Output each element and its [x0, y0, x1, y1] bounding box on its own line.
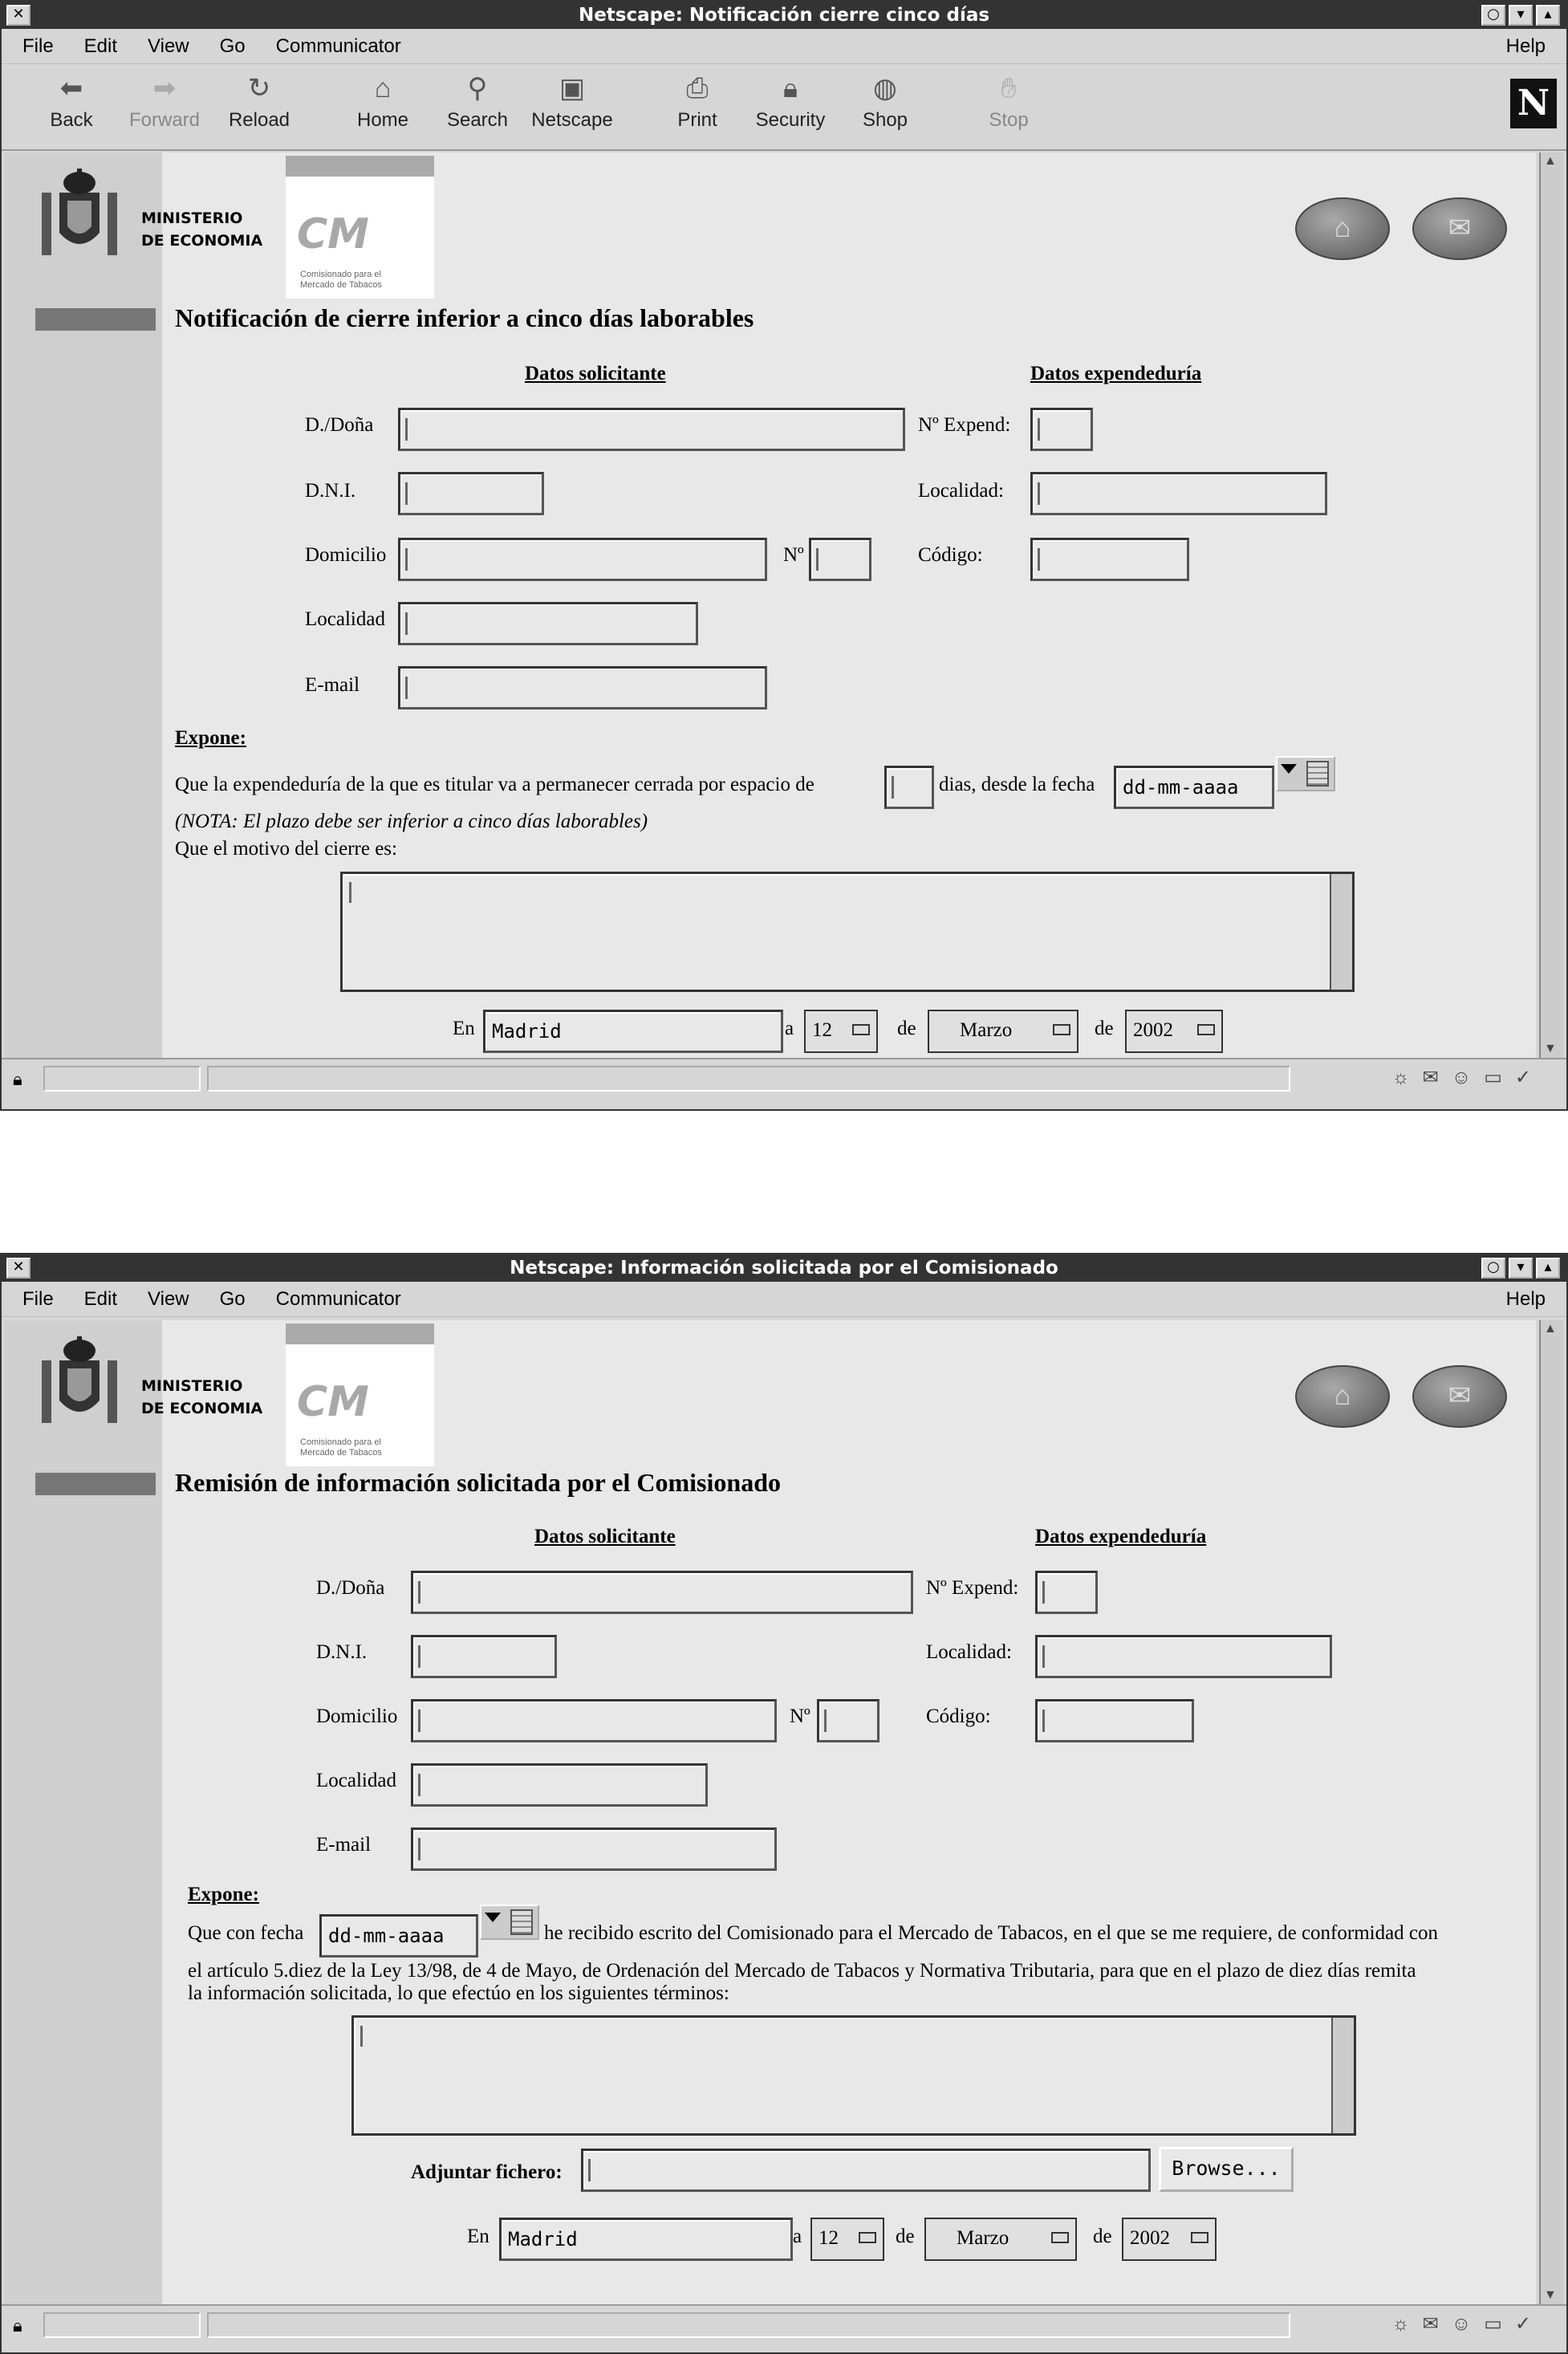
- forward-label: Forward: [128, 109, 201, 131]
- reload-label: Reload: [228, 109, 290, 131]
- option-menu-icon: [1197, 1024, 1215, 1035]
- left-stripe: [5, 1320, 162, 2304]
- calendar-picker-button[interactable]: [480, 1905, 539, 1940]
- search-label: Search: [446, 109, 509, 131]
- expone-heading: Expone:: [175, 727, 246, 749]
- print-label: Print: [677, 109, 717, 131]
- dona-input[interactable]: [398, 408, 905, 451]
- reload-icon: ↻: [247, 73, 271, 104]
- dni-label: D.N.I.: [305, 480, 356, 502]
- dropdown-arrow-icon: [485, 1913, 501, 1922]
- numero-label: Nº: [790, 1706, 810, 1727]
- menu-file[interactable]: File: [22, 1287, 54, 1310]
- close-icon[interactable]: ✕: [6, 1258, 30, 1279]
- stop-button[interactable]: [965, 72, 1053, 132]
- dni-label: D.N.I.: [316, 1641, 368, 1663]
- vertical-scrollbar[interactable]: [1539, 1320, 1563, 2304]
- forward-button[interactable]: [120, 72, 209, 132]
- status-message-field: [207, 2312, 1290, 2338]
- back-button[interactable]: [27, 72, 116, 132]
- n-expend-input[interactable]: [1035, 1571, 1098, 1614]
- security-lock-icon[interactable]: 🔒︎: [13, 1069, 22, 1089]
- year-value: 2002: [1133, 1019, 1173, 1041]
- home-oval-button[interactable]: [1295, 197, 1390, 260]
- cm-subtitle-line-2: Mercado de Tabacos: [300, 280, 382, 290]
- cm-logo-subtitle: [300, 270, 382, 291]
- status-message-field: [207, 1066, 1290, 1092]
- option-menu-icon: [859, 2232, 876, 2243]
- expone-heading: Expone:: [188, 1884, 259, 1905]
- textarea-scrollbar[interactable]: [1330, 874, 1352, 990]
- print-button[interactable]: [653, 72, 741, 132]
- menu-help[interactable]: Help: [1505, 35, 1546, 57]
- home-icon: ⌂: [1334, 1380, 1351, 1411]
- month-select[interactable]: [924, 2218, 1077, 2261]
- menu-edit[interactable]: Edit: [83, 35, 118, 57]
- mail-oval-button[interactable]: [1412, 197, 1507, 260]
- localidad-exp-label: Localidad:: [926, 1641, 1012, 1663]
- minimize-icon[interactable]: ○: [1481, 5, 1505, 26]
- localidad-exp-input[interactable]: [1030, 472, 1327, 515]
- year-select[interactable]: [1122, 2218, 1217, 2261]
- search-button[interactable]: [433, 72, 522, 132]
- ministry-line-2: DE ECONOMIA: [141, 232, 263, 250]
- ministry-line-1: MINISTERIO: [141, 209, 243, 227]
- fecha-input[interactable]: [1114, 766, 1274, 809]
- option-menu-icon: [1053, 1024, 1070, 1035]
- expone-text-4: la información solicitada, lo que efectúo en los siguientes términos:: [188, 1982, 729, 2004]
- nota-text: (NOTA: El plazo debe ser inferior a cinco días laborables): [175, 811, 648, 832]
- dias-input[interactable]: [884, 766, 934, 809]
- browse-button[interactable]: Browse...: [1159, 2147, 1294, 2192]
- progress-field: [43, 1066, 201, 1092]
- localidad-exp-label: Localidad:: [918, 480, 1004, 502]
- menu-help[interactable]: Help: [1505, 1287, 1546, 1310]
- month-value: Marzo: [960, 1019, 1013, 1041]
- motivo-textarea[interactable]: [340, 872, 1355, 992]
- section-datos-solicitante: Datos solicitante: [525, 363, 666, 384]
- window-title: Netscape: Información solicitada por el Comisionado: [510, 1258, 1058, 1279]
- day-select[interactable]: [804, 1010, 878, 1053]
- day-value: 12: [812, 1019, 832, 1041]
- window-title: Netscape: Notificación cierre cinco días: [578, 5, 990, 26]
- close-icon[interactable]: ✕: [6, 5, 30, 26]
- calendar-icon: [510, 1909, 533, 1935]
- stop-label: Stop: [989, 109, 1029, 131]
- back-arrow-icon: ⬅: [59, 73, 83, 104]
- month-select[interactable]: [928, 1010, 1079, 1053]
- netscape-label: Netscape: [531, 109, 613, 131]
- n-expend-label: Nº Expend:: [918, 414, 1011, 436]
- shop-button[interactable]: [841, 72, 929, 132]
- reload-button[interactable]: [215, 72, 303, 132]
- coat-of-arms-icon: [35, 169, 124, 263]
- numero-input[interactable]: [817, 1699, 879, 1742]
- netscape-button[interactable]: [528, 72, 616, 132]
- maximize-icon[interactable]: ▴: [1536, 5, 1560, 26]
- localidad-label: Localidad: [316, 1770, 396, 1791]
- domicilio-input[interactable]: [398, 538, 767, 581]
- title-bar: [2, 1254, 1566, 1282]
- component-bar-icons[interactable]: ☼✉☺▭✓: [1391, 2313, 1544, 2335]
- home-icon: ⌂: [1334, 213, 1351, 243]
- section-datos-expendeduria: Datos expendeduría: [1030, 363, 1202, 384]
- option-menu-icon: [1191, 2232, 1208, 2243]
- codigo-label: Código:: [918, 544, 983, 566]
- page-content: [5, 152, 1536, 1058]
- option-menu-icon: [852, 1024, 870, 1035]
- minimize-icon[interactable]: ○: [1481, 1258, 1505, 1279]
- codigo-input[interactable]: [1035, 1699, 1194, 1742]
- calendar-picker-button[interactable]: [1276, 756, 1335, 791]
- expone-text-2: dias, desde la fecha: [939, 774, 1095, 795]
- de-label-1: de: [896, 2226, 915, 2247]
- cm-logo-subtitle: [300, 1437, 382, 1458]
- page-content: [5, 1320, 1536, 2304]
- shade-icon[interactable]: ▾: [1509, 5, 1533, 26]
- coat-of-arms-icon: [35, 1336, 124, 1431]
- ministry-name: [141, 1375, 262, 1420]
- fecha-placeholder: dd-mm-aaaa: [328, 1925, 445, 1947]
- expone-text-2: he recibido escrito del Comisionado para el Mercado de Tabacos, en el que se me requiere, de conformidad con: [544, 1922, 1439, 1944]
- city-input[interactable]: [499, 2218, 793, 2261]
- menu-view[interactable]: View: [148, 35, 189, 57]
- component-bar-icons[interactable]: ☼✉☺▭✓: [1391, 1067, 1544, 1088]
- menu-go[interactable]: Go: [219, 1287, 246, 1310]
- localidad-input[interactable]: [398, 602, 698, 645]
- en-label: En: [453, 1018, 475, 1039]
- menu-communicator[interactable]: Communicator: [275, 35, 401, 57]
- dona-input[interactable]: [411, 1571, 913, 1614]
- fecha-placeholder: dd-mm-aaaa: [1123, 776, 1239, 799]
- city-value: Madrid: [492, 1020, 562, 1043]
- envelope-icon: ✉: [1448, 213, 1472, 243]
- maximize-icon[interactable]: ▴: [1536, 1258, 1560, 1279]
- motivo-label: Que el motivo del cierre es:: [175, 838, 397, 860]
- a-label: a: [785, 1018, 794, 1039]
- expone-text-1: Que la expendeduría de la que es titular va a permanecer cerrada por espacio de: [175, 774, 814, 795]
- menu-file[interactable]: File: [22, 35, 54, 57]
- home-oval-button[interactable]: [1295, 1365, 1390, 1428]
- netscape-logo: N: [1510, 79, 1557, 128]
- file-path-input[interactable]: [581, 2149, 1151, 2192]
- title-marker: [35, 1473, 156, 1495]
- menu-view[interactable]: View: [148, 1287, 189, 1310]
- option-menu-icon: [1051, 2232, 1069, 2243]
- my-netscape-icon: ▣: [559, 73, 586, 104]
- n-expend-input[interactable]: [1030, 408, 1093, 451]
- menu-go[interactable]: Go: [219, 35, 246, 57]
- fecha-input[interactable]: [319, 1914, 478, 1958]
- cm-logo: [286, 1323, 434, 1466]
- codigo-input[interactable]: [1030, 538, 1189, 581]
- page-title: Notificación de cierre inferior a cinco días laborables: [175, 303, 754, 332]
- cm-subtitle-line-1: Comisionado para el: [300, 270, 381, 279]
- numero-label: Nº: [783, 544, 804, 566]
- menu-edit[interactable]: Edit: [83, 1287, 118, 1310]
- email-input[interactable]: [398, 666, 767, 709]
- en-label: En: [467, 2226, 489, 2247]
- search-icon: ⚲: [467, 73, 488, 104]
- section-datos-expendeduria: Datos expendeduría: [1035, 1526, 1207, 1547]
- domicilio-label: Domicilio: [305, 544, 387, 566]
- vertical-scrollbar[interactable]: [1539, 152, 1563, 1058]
- cm-logo-text: CM: [297, 210, 369, 258]
- terminos-textarea[interactable]: [351, 2015, 1356, 2136]
- year-select[interactable]: [1125, 1010, 1223, 1053]
- calendar-icon: [1306, 761, 1329, 787]
- localidad-exp-input[interactable]: [1035, 1635, 1332, 1678]
- numero-input[interactable]: [809, 538, 871, 581]
- shop-label: Shop: [862, 109, 908, 131]
- dni-input[interactable]: [398, 472, 544, 515]
- cm-subtitle-line-1: Comisionado para el: [300, 1437, 381, 1447]
- day-select[interactable]: [810, 2218, 884, 2261]
- section-datos-solicitante: Datos solicitante: [534, 1526, 676, 1547]
- printer-icon: ⎙: [686, 73, 709, 104]
- codigo-label: Código:: [926, 1706, 991, 1727]
- ministry-name: [141, 207, 262, 252]
- navigation-toolbar: [2, 66, 1566, 151]
- home-icon: ⌂: [374, 73, 392, 104]
- home-label: Home: [356, 109, 409, 131]
- de-label-1: de: [897, 1018, 916, 1039]
- title-marker: [35, 308, 156, 331]
- ministry-line-1: MINISTERIO: [141, 1377, 243, 1395]
- expone-text-3: el artículo 5.diez de la Ley 13/98, de 4 de Mayo, de Ordenación del Mercado de Tabacos y Normativa Tributaria, para que en el plazo de diez días remita: [188, 1960, 1416, 1982]
- dona-label: D./Doña: [305, 414, 374, 436]
- menu-communicator[interactable]: Communicator: [275, 1287, 401, 1310]
- dropdown-arrow-icon: [1281, 764, 1297, 774]
- envelope-icon: ✉: [1448, 1380, 1472, 1411]
- browser-window-1: [0, 0, 1568, 1111]
- de-label-2: de: [1095, 1018, 1114, 1039]
- cm-logo-text: CM: [297, 1378, 369, 1426]
- n-expend-label: Nº Expend:: [926, 1577, 1019, 1599]
- domicilio-label: Domicilio: [316, 1706, 398, 1727]
- city-input[interactable]: [483, 1010, 783, 1053]
- dni-input[interactable]: [411, 1635, 557, 1678]
- home-button[interactable]: [339, 72, 427, 132]
- email-label: E-mail: [305, 674, 360, 696]
- textarea-scrollbar[interactable]: [1331, 2018, 1354, 2133]
- day-value: 12: [819, 2227, 839, 2249]
- browser-window-2: [0, 1253, 1568, 2354]
- shade-icon[interactable]: ▾: [1509, 1258, 1533, 1279]
- menu-bar: [2, 1282, 1566, 1317]
- stop-icon: ✋︎: [1001, 73, 1017, 104]
- month-value: Marzo: [957, 2227, 1009, 2249]
- year-value: 2002: [1130, 2227, 1170, 2249]
- page-title: Remisión de información solicitada por el Comisionado: [175, 1468, 781, 1497]
- forward-arrow-icon: ➡: [152, 73, 177, 104]
- localidad-input[interactable]: [411, 1763, 708, 1807]
- shop-bag-icon: ◍: [873, 73, 897, 104]
- city-value: Madrid: [508, 2228, 578, 2250]
- expone-text-1: Que con fecha: [188, 1922, 304, 1944]
- security-label: Security: [755, 109, 826, 131]
- status-bar: [2, 1058, 1566, 1096]
- security-button[interactable]: [746, 72, 835, 132]
- adjuntar-label: Adjuntar fichero:: [411, 2161, 563, 2183]
- title-bar: [2, 2, 1566, 29]
- dona-label: D./Doña: [316, 1577, 385, 1599]
- cm-subtitle-line-2: Mercado de Tabacos: [300, 1448, 382, 1458]
- de-label-2: de: [1093, 2226, 1112, 2247]
- domicilio-input[interactable]: [411, 1699, 777, 1742]
- a-label: a: [793, 2226, 802, 2247]
- cm-logo: [286, 156, 434, 299]
- email-label: E-mail: [316, 1834, 372, 1856]
- menu-bar: [2, 29, 1566, 64]
- back-label: Back: [50, 109, 93, 131]
- security-lock-icon[interactable]: 🔒︎: [13, 2315, 22, 2336]
- localidad-label: Localidad: [305, 608, 385, 630]
- status-bar: [2, 2304, 1566, 2343]
- ministry-line-2: DE ECONOMIA: [141, 1400, 263, 1417]
- email-input[interactable]: [411, 1828, 777, 1871]
- mail-oval-button[interactable]: [1412, 1365, 1507, 1428]
- left-stripe: [5, 152, 162, 1058]
- progress-field: [43, 2312, 201, 2338]
- lock-icon: 🔒︎: [782, 73, 798, 104]
